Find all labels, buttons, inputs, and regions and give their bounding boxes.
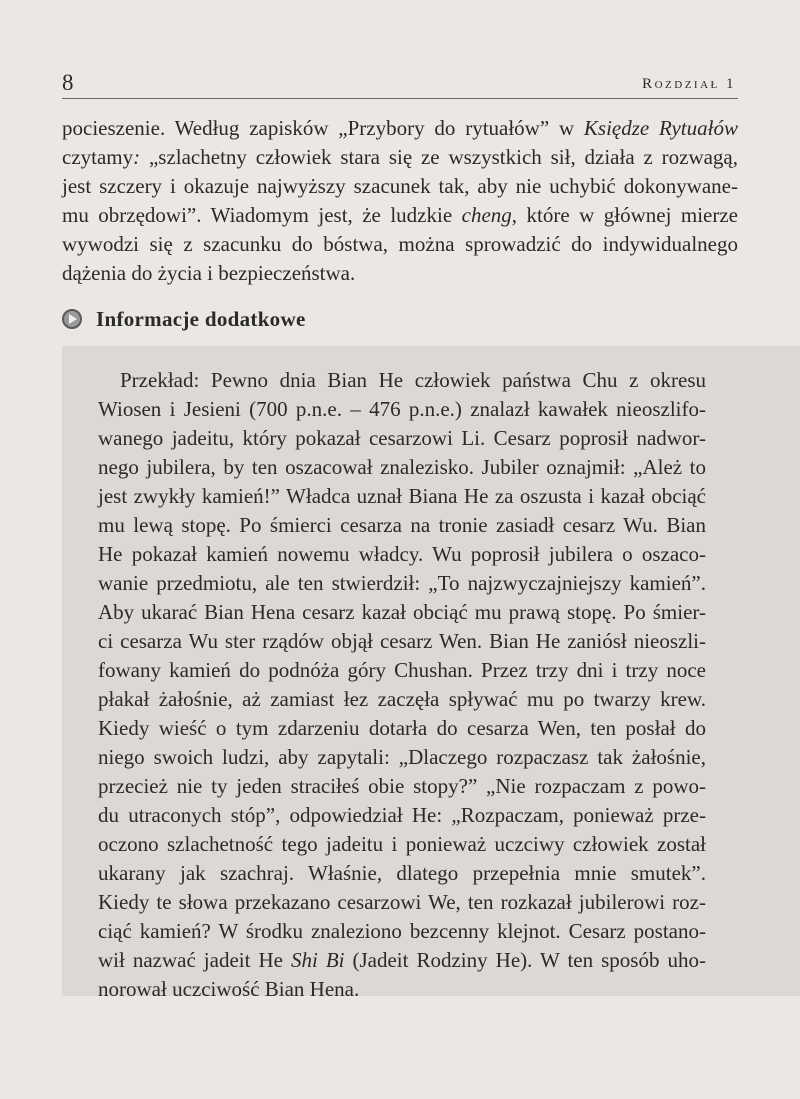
box-line: Aby ukarać Bian Hena cesarz kazał obciąć mu prawą stopę. Po śmier- (98, 600, 706, 624)
box-line: ci cesarza Wu ster rządów objął cesarz Wen. Bian He zaniósł nieoszli- (98, 629, 706, 653)
box-line: du utraconych stóp”, odpowiedział He: „Rozpaczam, ponieważ prze- (98, 803, 706, 827)
section-heading (62, 304, 306, 334)
section-title: Informacje dodatkowe (96, 306, 306, 331)
box-line: mu lewą stopę. Po śmierci cesarza na tronie zasiadł cesarz Wu. Bian (98, 513, 706, 537)
intro-paragraph (62, 114, 738, 288)
play-circle-icon (62, 309, 82, 329)
box-line: wanego jadeitu, który pokazał cesarzowi Li. Cesarz poprosił nadwor- (98, 426, 706, 450)
box-line: norował uczciwość Bian Hena. (98, 977, 360, 1001)
box-line: wanie przedmiotu, ale ten stwierdził: „To najzwyczajniejszy kamień”. (98, 571, 706, 595)
box-line: jest zwykły kamień!” Władca uznał Biana He za oszusta i kazał obciąć (98, 484, 706, 508)
intro-line: dążenia do życia i bezpieczeństwa. (62, 261, 356, 285)
intro-line: jest szczery i okazuje najwyższy szacunek tak, aby nie uchybić dokonywane- (62, 174, 738, 198)
box-line: Wiosen i Jesieni (700 p.n.e. – 476 p.n.e.) znalazł kawałek nieoszlifo- (98, 397, 706, 421)
info-box-text (98, 366, 706, 1004)
box-line: ciąć kamień? W środku znaleziono bezcenny klejnot. Cesarz postano- (98, 919, 706, 943)
intro-line: wywodzi się z szacunku do bóstwa, można sprowadzić do indywidualnego (62, 232, 738, 256)
box-line: płakał żałośnie, aż zamiast łez zaczęła spływać mu po twarzy krew. (98, 687, 706, 711)
box-line: wił nazwać jadeit He Shi Bi (Jadeit Rodziny He). W ten sposób uho- (98, 948, 706, 972)
box-line: fowany kamień do podnóża góry Chushan. Przez trzy dni i trzy noce (98, 658, 706, 682)
box-line: nego jubilera, by ten oszacował znalezisko. Jubiler oznajmił: „Ależ to (98, 455, 706, 479)
page-number: 8 (62, 70, 74, 95)
box-line: oczono szlachetność tego jadeitu i ponieważ uczciwy człowiek został (98, 832, 706, 856)
box-line: przecież nie ty jeden straciłeś obie stopy?” „Nie rozpaczam z powo- (98, 774, 706, 798)
box-line: Przekład: Pewno dnia Bian He człowiek państwa Chu z okresu (120, 368, 706, 392)
box-line: Kiedy wieść o tym zdarzeniu dotarła do cesarza Wen, ten posłał do (98, 716, 706, 740)
running-head: Rozdział 1 (642, 76, 736, 92)
box-line: He pokazał kamień nowemu władcy. Wu poprosił jubilera o oszaco- (98, 542, 706, 566)
box-line: niego swoich ludzi, aby zapytali: „Dlaczego rozpaczasz tak żałośnie, (98, 745, 706, 769)
intro-line: mu obrzędowi”. Wiadomym jest, że ludzkie cheng, które w głównej mierze (62, 203, 738, 227)
intro-line: pocieszenie. Według zapisków „Przybory do rytuałów” w Księdze Rytuałów (62, 116, 738, 140)
box-line: ukarany jak szachraj. Właśnie, dlatego przepełnia mnie smutek”. (98, 861, 706, 885)
box-line: Kiedy te słowa przekazano cesarzowi We, ten rozkazał jubilerowi roz- (98, 890, 706, 914)
page-header (62, 70, 738, 99)
intro-line: czytamy: „szlachetny człowiek stara się ze wszystkich sił, działa z rozwagą, (62, 145, 738, 169)
